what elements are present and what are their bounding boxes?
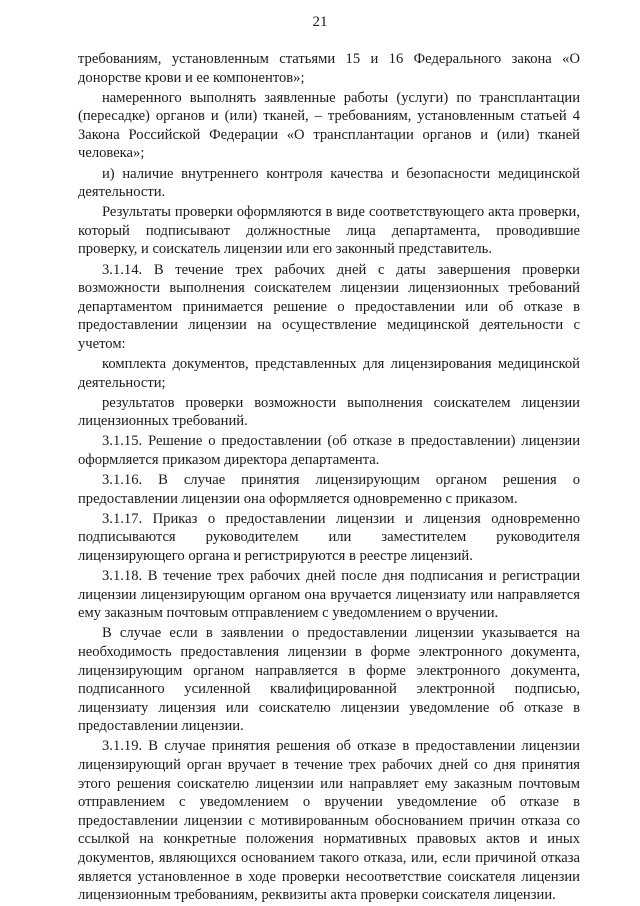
paragraph: комплекта документов, представленных для лицензирования медицинской деятельности; xyxy=(78,356,580,391)
paragraph: результатов проверки возможности выполнения соискателем лицензии лицензионных требований. xyxy=(78,394,580,430)
paragraph: 3.1.18. В течение трех рабочих дней после дня подписания и регистрации лицензии лицензирующим органом она вручается лицензиату или направляется ему заказным почтовым отправлением с уведомлением о вручении. xyxy=(78,568,580,622)
paragraph: 3.1.17. Приказ о предоставлении лицензии и лицензия одновременно подписываются руководителем или заместителем руководителя лицензирующего органа и регистрируются в реестре лицензий. xyxy=(78,510,580,564)
paragraph: 3.1.14. В течение трех рабочих дней с даты завершения проверки возможности выполнения соискателем лицензии лицензионных требований департаментом принимается решение о предоставлении или об отказе в предоставлении лицензии на осуществление медицинской деятельности с учетом: xyxy=(78,261,580,352)
page-number: 21 xyxy=(312,14,328,30)
paragraph: намеренного выполнять заявленные работы (услуги) по трансплантации (пересадке) органов и (или) тканей, – требованиям, установленным статьей 4 Закона Российской Федерации «О трансплантации органов и (или) тканей человека»; xyxy=(78,89,580,162)
paragraph: требованиям, установленным статьями 15 и 16 Федерального закона «О донорстве крови и ее компонентов»; xyxy=(78,51,580,86)
paragraph: 3.1.16. В случае принятия лицензирующим органом решения о предоставлении лицензии она оформляется одновременно с приказом. xyxy=(78,472,580,507)
document-body xyxy=(78,50,580,906)
paragraph: 3.1.19. В случае принятия решения об отказе в предоставлении лицензии лицензирующий орган вручает в течение трех рабочих дней со дня принятия этого решения соискателю лицензии или направляет ему заказным почтовым отправлением с уведомлением о вручении уведомление об отказе в предоставлении лицензии с мотивированным обоснованием причин отказа со ссылкой на конкретные положения нормативных правовых актов и иных документов, являющихся основанием такого отказа, или, если причиной отказа является установленное в ходе проверки несоответствие соискателя лицензии лицензионным требованиям, реквизиты акта проверки соискателя лицензии. xyxy=(78,738,580,904)
paragraph: и) наличие внутреннего контроля качества и безопасности медицинской деятельности. xyxy=(78,165,580,201)
paragraph: 3.1.15. Решение о предоставлении (об отказе в предоставлении) лицензии оформляется приказом директора департамента. xyxy=(78,433,580,468)
paragraph: Результаты проверки оформляются в виде соответствующего акта проверки, который подписывают должностные лица департамента, проводившие проверку, и соискатель лицензии или его законный представитель. xyxy=(78,204,580,258)
paragraph: В случае если в заявлении о предоставлении лицензии указывается на необходимость предоставления лицензии в форме электронного документа, лицензирующим органом направляется в форме электронного документа, подписанного усиленной квалифицированной электронной подписью, лицензиату лицензия или соискателю лицензии уведомление об отказе в предоставлении лицензии. xyxy=(78,625,580,735)
